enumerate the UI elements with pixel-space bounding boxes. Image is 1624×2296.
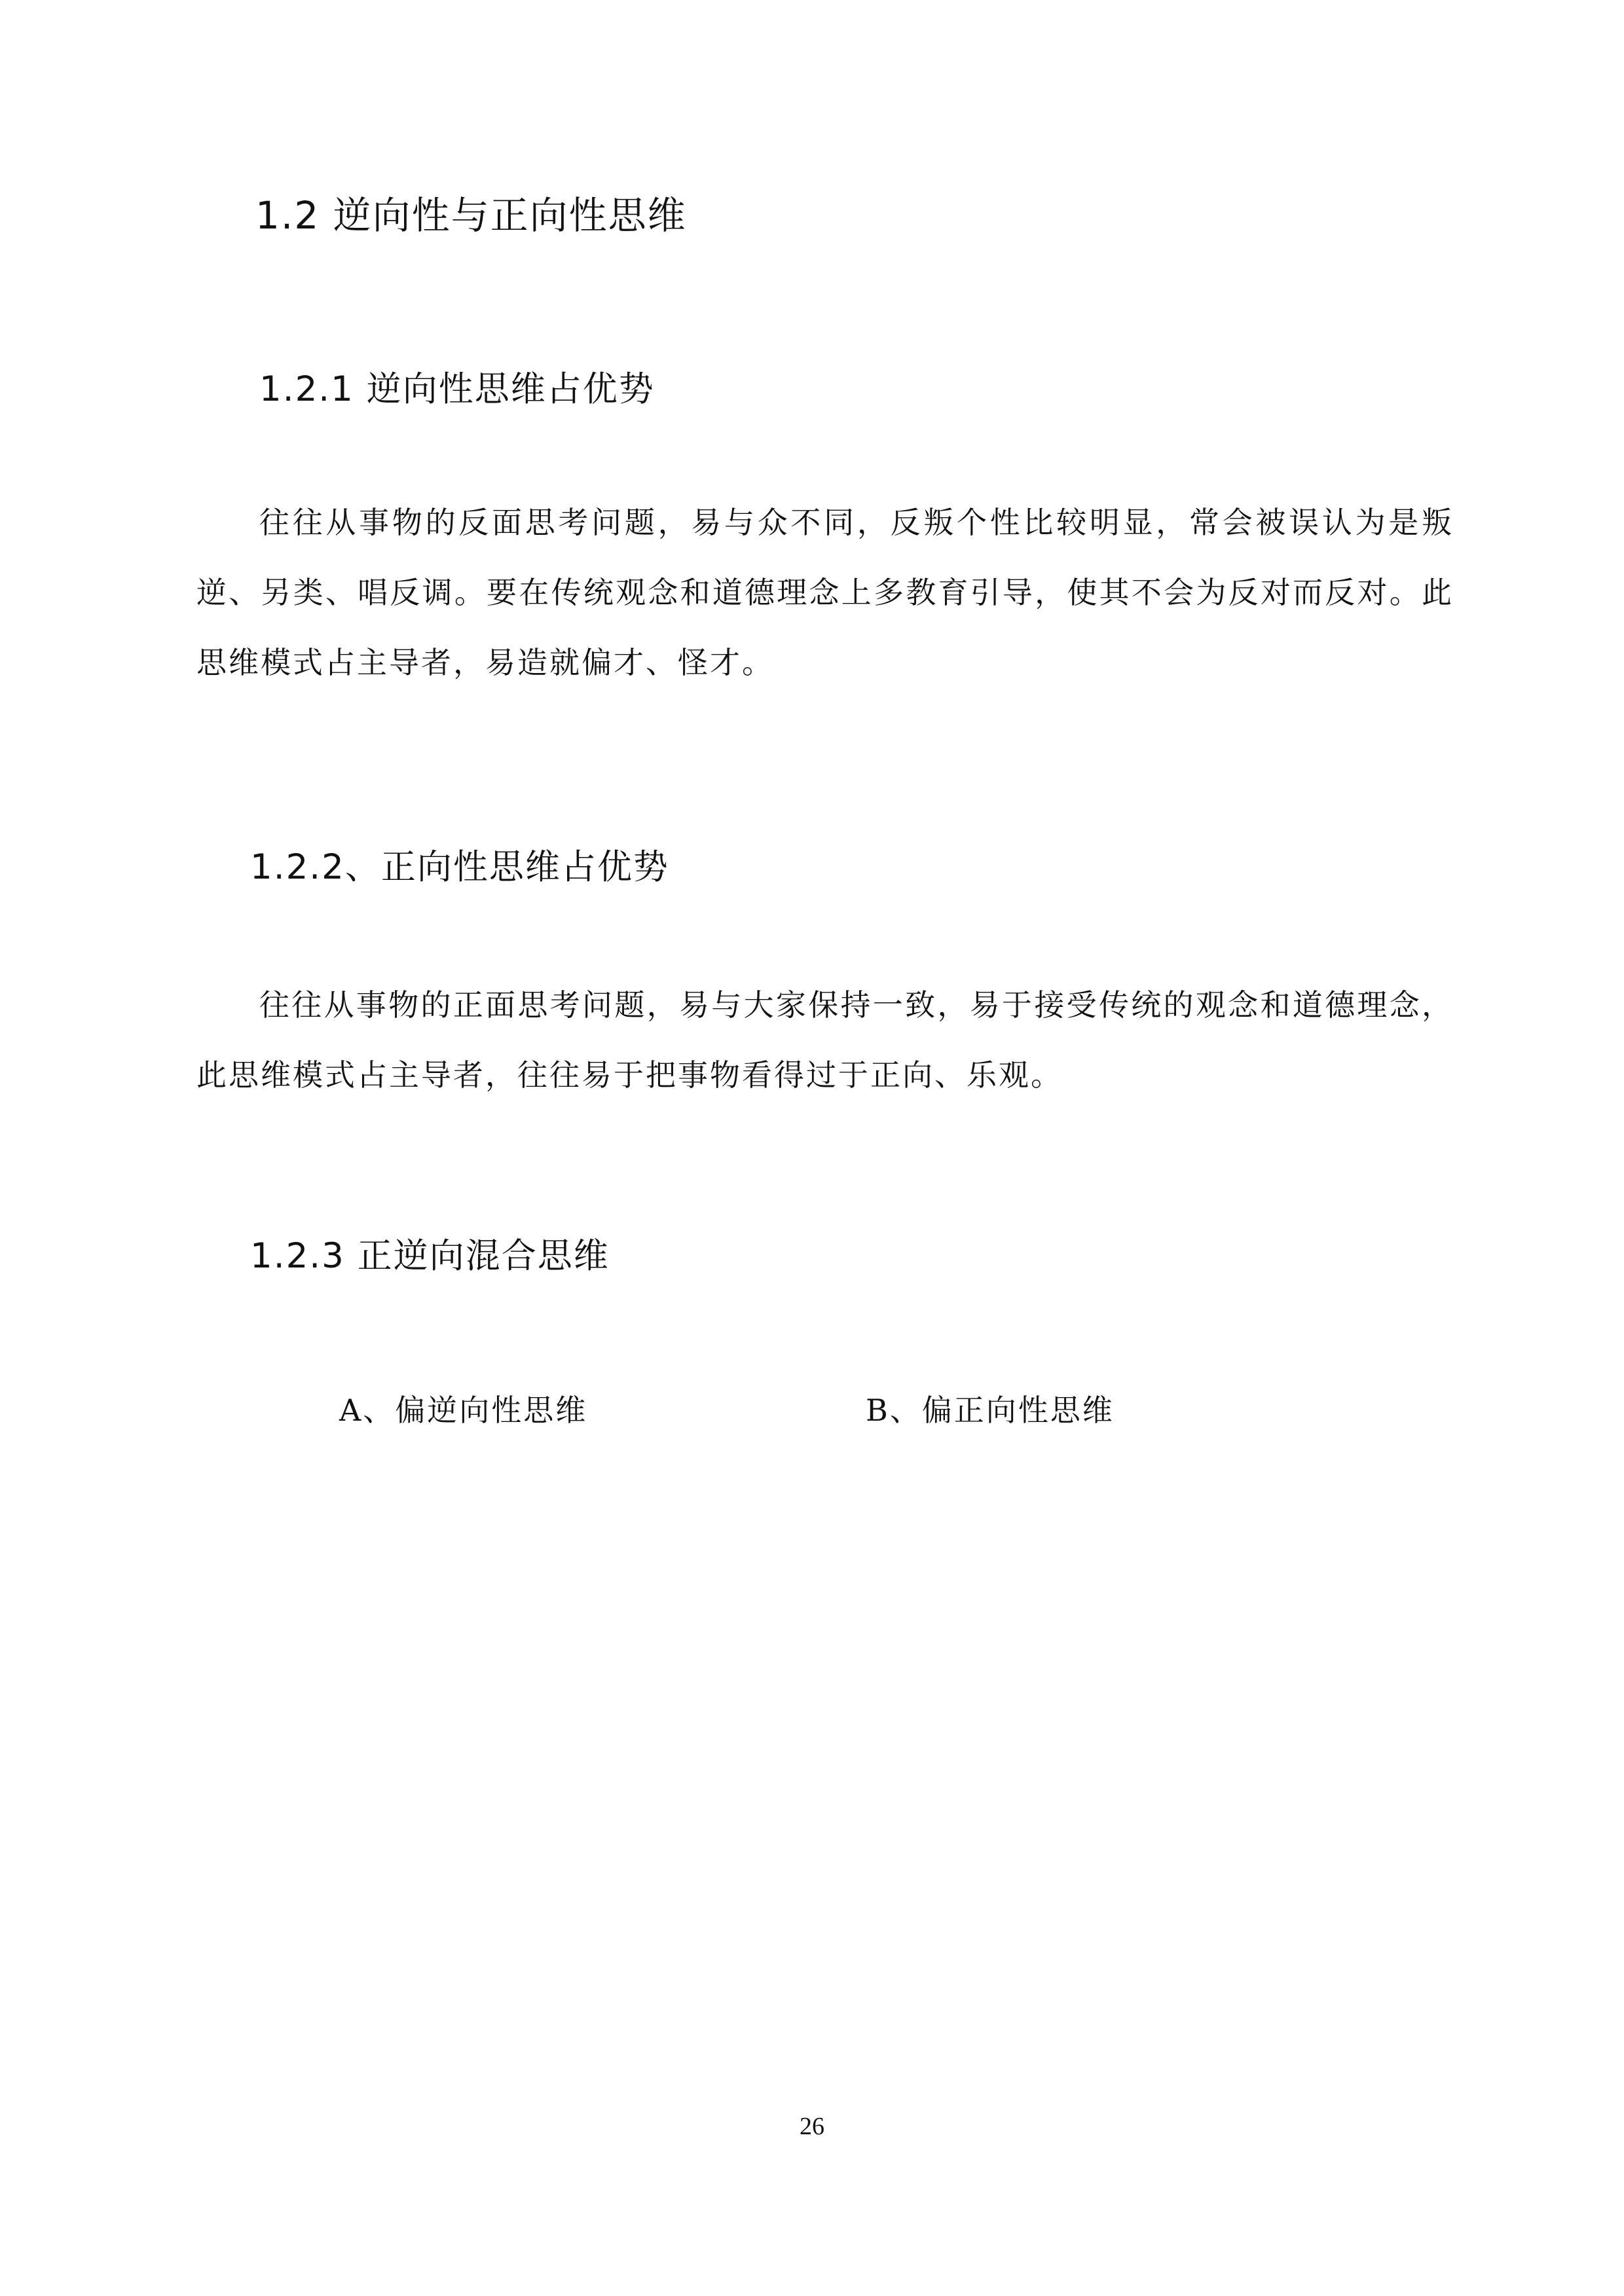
subsection-heading-reverse-thinking: 1.2.1 逆向性思维占优势 — [259, 369, 655, 409]
section-heading: 1.2 逆向性与正向性思维 — [255, 193, 687, 238]
paragraph-forward-thinking: 往往从事物的正面思考问题，易与大家保持一致，易于接受传统的观念和道德理念，此思维模式占主导者，往往易于把事物看得过于正向、乐观。 — [196, 987, 1454, 1093]
option-b-forward-leaning: B、偏正向性思维 — [866, 1393, 1115, 1428]
page-number: 26 — [800, 2113, 824, 2140]
option-a-reverse-leaning: A、偏逆向性思维 — [339, 1393, 588, 1428]
subsection-heading-forward-thinking: 1.2.2、正向性思维占优势 — [250, 847, 669, 887]
subsection-heading-mixed-thinking: 1.2.3 正逆向混合思维 — [250, 1236, 610, 1276]
paragraph-reverse-thinking: 往往从事物的反面思考问题，易与众不同，反叛个性比较明显，常会被误认为是叛逆、另类、唱反调。要在传统观念和道德理念上多教育引导，使其不会为反对而反对。此思维模式占主导者，易造就偏才、怪才。 — [196, 505, 1454, 680]
